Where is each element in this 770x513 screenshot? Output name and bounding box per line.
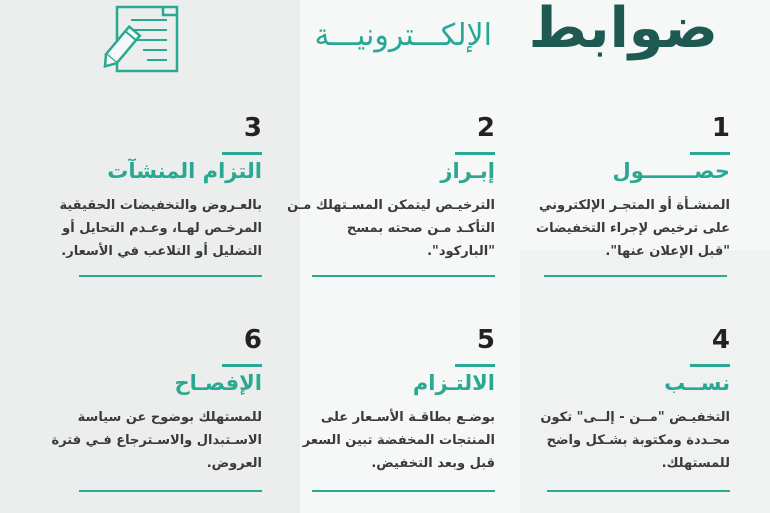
card-divider	[544, 275, 727, 277]
page-subtitle: الإلكـــترونيـــة	[314, 18, 492, 53]
card-heading: التزام المنشآت	[107, 159, 262, 183]
number-underline	[690, 152, 730, 155]
number-underline	[222, 364, 262, 367]
number-underline	[455, 152, 495, 155]
card-heading: نســب	[664, 371, 730, 395]
card-number: 3	[243, 113, 262, 143]
card-divider	[547, 490, 730, 492]
card-divider	[312, 275, 495, 277]
number-underline	[455, 364, 495, 367]
page-title: ضوابط	[528, 0, 718, 61]
card-body: الترخيـص ليتمكن المسـتهلك مـن التأكـد مـن صحته بمسح "الباركود".	[287, 198, 495, 259]
card-number: 1	[711, 113, 730, 143]
number-underline	[222, 152, 262, 155]
card-heading: إبـراز	[440, 159, 495, 183]
number-underline	[690, 364, 730, 367]
card-number: 4	[711, 325, 730, 355]
card-divider	[312, 490, 495, 492]
card-heading: حصـــــــول	[612, 159, 730, 183]
card-body: بالعـروض والتخفيضات الحقيقية المرخـص لهـا، وعـدم التحايل أو التضليل أو التلاعب في الأسعار.	[59, 198, 262, 259]
card-body: المنشـأة أو المتجـر الإلكتروني على ترخيص لإجراء التخفيضات "قبل الإعلان عنها".	[536, 198, 730, 259]
card-divider	[79, 490, 262, 492]
card-divider	[79, 275, 262, 277]
header	[0, 0, 770, 90]
card-body: للمستهلك بوضوح عن سياسة الاسـتبدال والاسـترجاع فـي فترة العروض.	[51, 410, 262, 471]
card-number: 5	[476, 325, 495, 355]
card-heading: الإفصـاح	[174, 371, 262, 395]
card-number: 6	[243, 325, 262, 355]
card-body: التخفيـض "مــن - إلــى" تكون محـددة ومكتوبة بشـكل واضح للمستهلك.	[540, 410, 730, 471]
card-heading: الالتـزام	[412, 371, 495, 395]
document-pencil-icon	[103, 4, 185, 76]
card-number: 2	[476, 113, 495, 143]
card-body: بوضـع بطاقـة الأسـعار على المنتجات المخفضة تبين السعر قبل وبعد التخفيض.	[302, 410, 495, 471]
